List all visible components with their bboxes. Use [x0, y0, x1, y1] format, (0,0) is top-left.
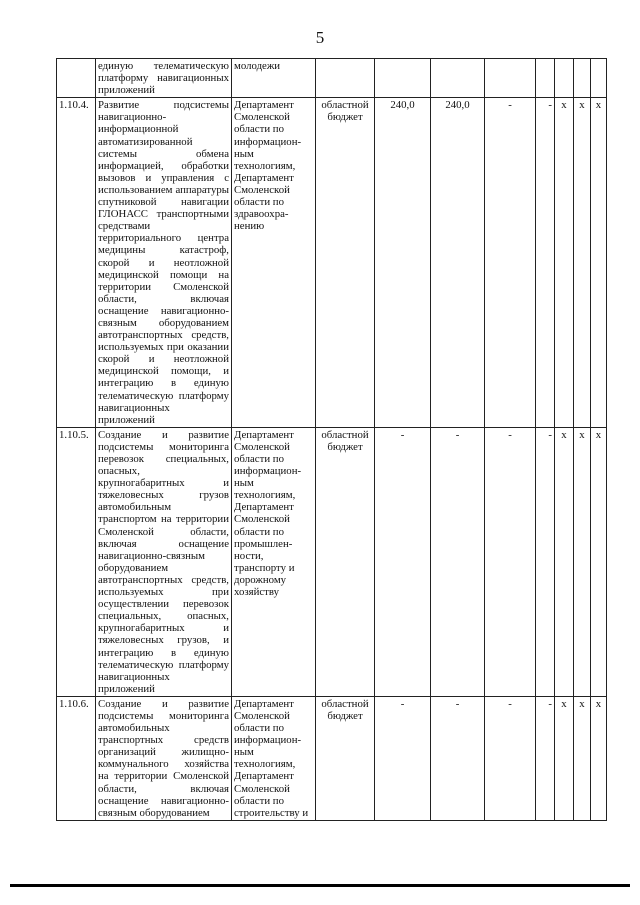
amount-total: - — [375, 696, 431, 820]
measure-description: Создание и развитие подсистемы мониторинга автомобильных транспортных средств организаций жилищно-коммунального хозяйства на территории Смоленской области, включая оснащение навигационно-связным оборудованием — [96, 696, 232, 820]
indicator-2: х — [574, 427, 591, 696]
amount-year-3 — [536, 59, 555, 98]
amount-year-1 — [431, 59, 485, 98]
table-row — [57, 696, 607, 820]
measure-description: Развитие подсистемы навигационно-информационной автоматизированной системы обмена информацией, обработки вызовов и управления с использованием аппаратуры спутниковой навигации ГЛОНАСС транспортными средствами территориального центра медицины катастроф, скорой и неотложной медицинской помощи на территории Смоленской области, включая оснащение навигационно-связным оборудованием автотранспортных средств, используемых при оказании скорой и неотложной медицинской помощи, и интеграцию в единую телематическую платформу навигационных приложений — [96, 98, 232, 428]
amount-year-3: - — [536, 696, 555, 820]
amount-year-2 — [485, 59, 536, 98]
amount-year-1: - — [431, 427, 485, 696]
indicator-1: х — [555, 98, 574, 428]
amount-year-1: - — [431, 696, 485, 820]
amount-year-2: - — [485, 696, 536, 820]
amount-year-3: - — [536, 427, 555, 696]
indicator-3: х — [591, 98, 607, 428]
table-row — [57, 427, 607, 696]
page-number: 5 — [315, 28, 325, 47]
funding-source: областной бюджет — [316, 98, 375, 428]
table-row — [57, 59, 607, 98]
funding-source — [316, 59, 375, 98]
funding-source: областной бюджет — [316, 427, 375, 696]
amount-year-2: - — [485, 98, 536, 428]
indicator-2: х — [574, 98, 591, 428]
measure-description: Создание и развитие подсистемы мониторинга перевозок специальных, опасных, крупногабаритных и тяжеловесных грузов автомобильным транспортом на территории Смоленской области, включая оснащение навигационно-связным оборудованием автотранспортных средств, используемых при осуществлении перевозок специальных, опасных, крупногабаритных и тяжеловесных грузов, и интеграцию в единую телематическую платформу навигационных приложений — [96, 427, 232, 696]
funding-source: областной бюджет — [316, 696, 375, 820]
bottom-rule — [10, 884, 630, 887]
indicator-1: х — [555, 427, 574, 696]
indicator-2: х — [574, 696, 591, 820]
indicator-2 — [574, 59, 591, 98]
table-row — [57, 98, 607, 428]
indicator-1: х — [555, 696, 574, 820]
executor-cell: молодежи — [232, 59, 316, 98]
row-number: 1.10.6. — [57, 696, 96, 820]
executor-cell: Департамент Смоленской области по информацион-ным технологиям, Департамент Смоленской области по промышлен-ности, транспорту и дорожному хозяйству — [232, 427, 316, 696]
amount-total — [375, 59, 431, 98]
row-number: 1.10.4. — [57, 98, 96, 428]
program-table — [56, 58, 607, 821]
row-number — [57, 59, 96, 98]
indicator-3: х — [591, 427, 607, 696]
amount-year-1: 240,0 — [431, 98, 485, 428]
measure-description: единую телематическую платформу навигационных приложений — [96, 59, 232, 98]
row-number: 1.10.5. — [57, 427, 96, 696]
amount-total: - — [375, 427, 431, 696]
amount-year-2: - — [485, 427, 536, 696]
indicator-1 — [555, 59, 574, 98]
amount-year-3: - — [536, 98, 555, 428]
indicator-3 — [591, 59, 607, 98]
amount-total: 240,0 — [375, 98, 431, 428]
executor-cell: Департамент Смоленской области по информацион-ным технологиям, Департамент Смоленской области по здравоохра-нению — [232, 98, 316, 428]
indicator-3: х — [591, 696, 607, 820]
executor-cell: Департамент Смоленской области по информацион-ным технологиям, Департамент Смоленской области по строительству и — [232, 696, 316, 820]
